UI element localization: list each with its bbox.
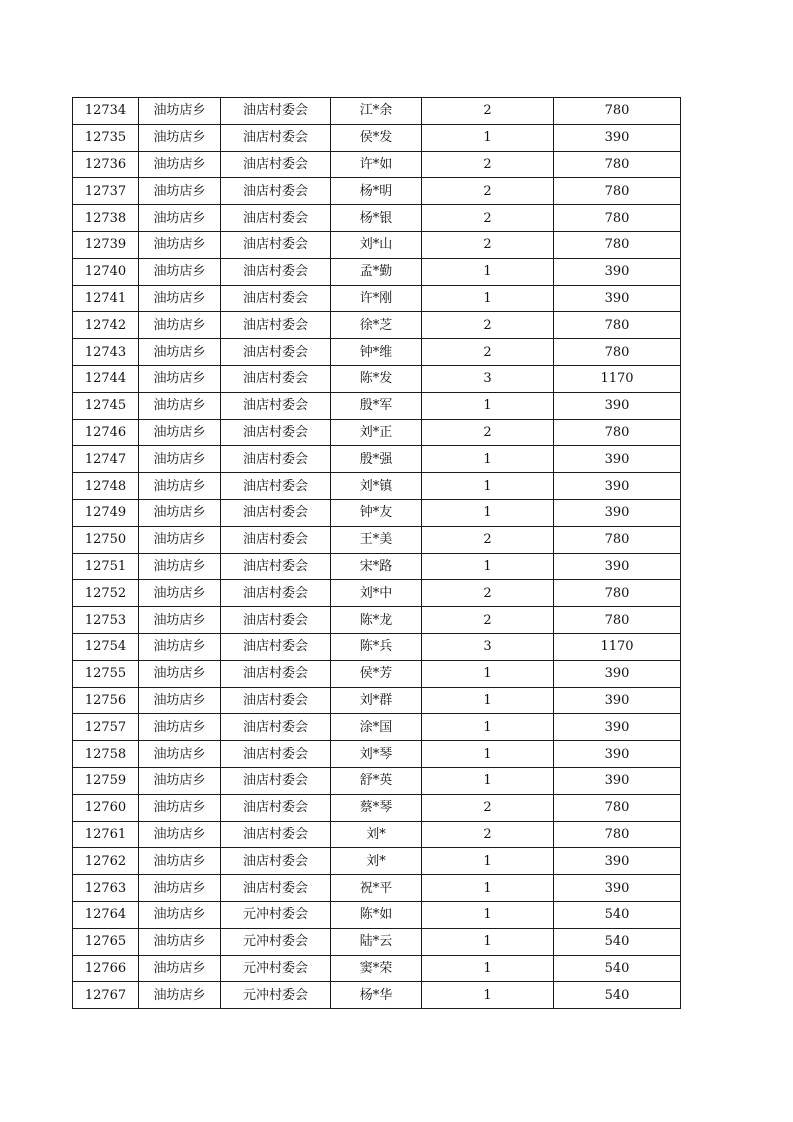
township-cell: 油坊店乡 (139, 392, 221, 419)
table-row (73, 821, 681, 848)
table-row (73, 687, 681, 714)
serial-number-cell: 12737 (73, 178, 139, 205)
amount-cell: 390 (554, 687, 681, 714)
name-cell: 刘*琴 (331, 741, 422, 768)
village-committee-cell: 油店村委会 (221, 151, 331, 178)
township-cell: 油坊店乡 (139, 499, 221, 526)
household-count-cell: 1 (422, 928, 554, 955)
village-committee-cell: 油店村委会 (221, 419, 331, 446)
table-row (73, 607, 681, 634)
beneficiary-table (72, 97, 681, 1009)
serial-number-cell: 12746 (73, 419, 139, 446)
serial-number-cell: 12758 (73, 741, 139, 768)
household-count-cell: 1 (422, 955, 554, 982)
township-cell: 油坊店乡 (139, 821, 221, 848)
village-committee-cell: 油店村委会 (221, 848, 331, 875)
name-cell: 陈*发 (331, 365, 422, 392)
table-row (73, 365, 681, 392)
village-committee-cell: 元冲村委会 (221, 955, 331, 982)
table-row (73, 446, 681, 473)
village-committee-cell: 油店村委会 (221, 124, 331, 151)
name-cell: 蔡*琴 (331, 794, 422, 821)
table-row (73, 714, 681, 741)
household-count-cell: 1 (422, 848, 554, 875)
amount-cell: 780 (554, 419, 681, 446)
name-cell: 侯*芳 (331, 660, 422, 687)
township-cell: 油坊店乡 (139, 339, 221, 366)
household-count-cell: 1 (422, 660, 554, 687)
name-cell: 杨*明 (331, 178, 422, 205)
serial-number-cell: 12741 (73, 285, 139, 312)
serial-number-cell: 12764 (73, 901, 139, 928)
table-row (73, 151, 681, 178)
household-count-cell: 1 (422, 258, 554, 285)
table-row (73, 982, 681, 1009)
table-row (73, 794, 681, 821)
amount-cell: 390 (554, 473, 681, 500)
township-cell: 油坊店乡 (139, 98, 221, 125)
household-count-cell: 2 (422, 526, 554, 553)
household-count-cell: 3 (422, 365, 554, 392)
household-count-cell: 1 (422, 285, 554, 312)
serial-number-cell: 12749 (73, 499, 139, 526)
amount-cell: 780 (554, 231, 681, 258)
serial-number-cell: 12734 (73, 98, 139, 125)
village-committee-cell: 油店村委会 (221, 473, 331, 500)
household-count-cell: 3 (422, 633, 554, 660)
township-cell: 油坊店乡 (139, 767, 221, 794)
township-cell: 油坊店乡 (139, 231, 221, 258)
table-row (73, 928, 681, 955)
amount-cell: 780 (554, 151, 681, 178)
village-committee-cell: 油店村委会 (221, 633, 331, 660)
amount-cell: 540 (554, 955, 681, 982)
serial-number-cell: 12747 (73, 446, 139, 473)
table-row (73, 178, 681, 205)
township-cell: 油坊店乡 (139, 660, 221, 687)
village-committee-cell: 元冲村委会 (221, 928, 331, 955)
household-count-cell: 1 (422, 446, 554, 473)
township-cell: 油坊店乡 (139, 178, 221, 205)
village-committee-cell: 油店村委会 (221, 446, 331, 473)
table-row (73, 848, 681, 875)
household-count-cell: 2 (422, 205, 554, 232)
table-row (73, 473, 681, 500)
table-row (73, 955, 681, 982)
table-row (73, 741, 681, 768)
table-row (73, 312, 681, 339)
township-cell: 油坊店乡 (139, 446, 221, 473)
amount-cell: 1170 (554, 633, 681, 660)
household-count-cell: 1 (422, 499, 554, 526)
household-count-cell: 1 (422, 741, 554, 768)
serial-number-cell: 12742 (73, 312, 139, 339)
amount-cell: 540 (554, 928, 681, 955)
village-committee-cell: 油店村委会 (221, 365, 331, 392)
table-row (73, 419, 681, 446)
village-committee-cell: 油店村委会 (221, 660, 331, 687)
serial-number-cell: 12751 (73, 553, 139, 580)
township-cell: 油坊店乡 (139, 151, 221, 178)
amount-cell: 780 (554, 312, 681, 339)
table-row (73, 875, 681, 902)
township-cell: 油坊店乡 (139, 419, 221, 446)
serial-number-cell: 12739 (73, 231, 139, 258)
village-committee-cell: 油店村委会 (221, 392, 331, 419)
household-count-cell: 2 (422, 419, 554, 446)
serial-number-cell: 12761 (73, 821, 139, 848)
village-committee-cell: 油店村委会 (221, 285, 331, 312)
amount-cell: 390 (554, 714, 681, 741)
amount-cell: 780 (554, 339, 681, 366)
serial-number-cell: 12759 (73, 767, 139, 794)
amount-cell: 780 (554, 794, 681, 821)
serial-number-cell: 12760 (73, 794, 139, 821)
amount-cell: 780 (554, 580, 681, 607)
name-cell: 刘*正 (331, 419, 422, 446)
village-committee-cell: 油店村委会 (221, 741, 331, 768)
township-cell: 油坊店乡 (139, 526, 221, 553)
name-cell: 殷*强 (331, 446, 422, 473)
serial-number-cell: 12752 (73, 580, 139, 607)
name-cell: 孟*勤 (331, 258, 422, 285)
amount-cell: 390 (554, 499, 681, 526)
village-committee-cell: 油店村委会 (221, 553, 331, 580)
village-committee-cell: 油店村委会 (221, 607, 331, 634)
name-cell: 许*如 (331, 151, 422, 178)
village-committee-cell: 油店村委会 (221, 98, 331, 125)
household-count-cell: 1 (422, 982, 554, 1009)
household-count-cell: 2 (422, 312, 554, 339)
amount-cell: 390 (554, 553, 681, 580)
name-cell: 陆*云 (331, 928, 422, 955)
village-committee-cell: 油店村委会 (221, 875, 331, 902)
amount-cell: 390 (554, 124, 681, 151)
amount-cell: 780 (554, 205, 681, 232)
village-committee-cell: 油店村委会 (221, 714, 331, 741)
serial-number-cell: 12755 (73, 660, 139, 687)
village-committee-cell: 元冲村委会 (221, 901, 331, 928)
name-cell: 杨*银 (331, 205, 422, 232)
amount-cell: 390 (554, 875, 681, 902)
table-row (73, 633, 681, 660)
serial-number-cell: 12735 (73, 124, 139, 151)
table-row (73, 499, 681, 526)
table-row (73, 231, 681, 258)
village-committee-cell: 油店村委会 (221, 767, 331, 794)
serial-number-cell: 12767 (73, 982, 139, 1009)
name-cell: 刘*群 (331, 687, 422, 714)
amount-cell: 390 (554, 741, 681, 768)
name-cell: 陈*兵 (331, 633, 422, 660)
township-cell: 油坊店乡 (139, 741, 221, 768)
township-cell: 油坊店乡 (139, 714, 221, 741)
amount-cell: 390 (554, 285, 681, 312)
village-committee-cell: 油店村委会 (221, 205, 331, 232)
table-row (73, 392, 681, 419)
township-cell: 油坊店乡 (139, 607, 221, 634)
amount-cell: 780 (554, 98, 681, 125)
amount-cell: 780 (554, 178, 681, 205)
serial-number-cell: 12763 (73, 875, 139, 902)
table-row (73, 98, 681, 125)
name-cell: 陈*龙 (331, 607, 422, 634)
household-count-cell: 2 (422, 821, 554, 848)
name-cell: 钟*维 (331, 339, 422, 366)
household-count-cell: 2 (422, 231, 554, 258)
name-cell: 刘*山 (331, 231, 422, 258)
serial-number-cell: 12748 (73, 473, 139, 500)
name-cell: 侯*发 (331, 124, 422, 151)
township-cell: 油坊店乡 (139, 687, 221, 714)
amount-cell: 780 (554, 526, 681, 553)
amount-cell: 390 (554, 660, 681, 687)
table-row (73, 767, 681, 794)
village-committee-cell: 油店村委会 (221, 258, 331, 285)
amount-cell: 540 (554, 901, 681, 928)
name-cell: 江*余 (331, 98, 422, 125)
name-cell: 杨*华 (331, 982, 422, 1009)
township-cell: 油坊店乡 (139, 365, 221, 392)
name-cell: 舒*英 (331, 767, 422, 794)
village-committee-cell: 元冲村委会 (221, 982, 331, 1009)
household-count-cell: 1 (422, 392, 554, 419)
township-cell: 油坊店乡 (139, 633, 221, 660)
township-cell: 油坊店乡 (139, 258, 221, 285)
township-cell: 油坊店乡 (139, 875, 221, 902)
name-cell: 钟*友 (331, 499, 422, 526)
serial-number-cell: 12744 (73, 365, 139, 392)
township-cell: 油坊店乡 (139, 928, 221, 955)
amount-cell: 390 (554, 446, 681, 473)
name-cell: 徐*芝 (331, 312, 422, 339)
table-row (73, 339, 681, 366)
township-cell: 油坊店乡 (139, 982, 221, 1009)
amount-cell: 1170 (554, 365, 681, 392)
serial-number-cell: 12736 (73, 151, 139, 178)
name-cell: 陈*如 (331, 901, 422, 928)
village-committee-cell: 油店村委会 (221, 794, 331, 821)
table-row (73, 124, 681, 151)
amount-cell: 780 (554, 821, 681, 848)
village-committee-cell: 油店村委会 (221, 580, 331, 607)
serial-number-cell: 12754 (73, 633, 139, 660)
village-committee-cell: 油店村委会 (221, 687, 331, 714)
serial-number-cell: 12757 (73, 714, 139, 741)
township-cell: 油坊店乡 (139, 848, 221, 875)
household-count-cell: 2 (422, 178, 554, 205)
name-cell: 王*美 (331, 526, 422, 553)
household-count-cell: 2 (422, 794, 554, 821)
name-cell: 刘*镇 (331, 473, 422, 500)
serial-number-cell: 12738 (73, 205, 139, 232)
name-cell: 刘*中 (331, 580, 422, 607)
township-cell: 油坊店乡 (139, 955, 221, 982)
serial-number-cell: 12765 (73, 928, 139, 955)
table-row (73, 205, 681, 232)
table-row (73, 660, 681, 687)
village-committee-cell: 油店村委会 (221, 339, 331, 366)
serial-number-cell: 12740 (73, 258, 139, 285)
table-row (73, 901, 681, 928)
household-count-cell: 2 (422, 339, 554, 366)
village-committee-cell: 油店村委会 (221, 499, 331, 526)
serial-number-cell: 12756 (73, 687, 139, 714)
table-row (73, 526, 681, 553)
household-count-cell: 1 (422, 124, 554, 151)
household-count-cell: 1 (422, 767, 554, 794)
serial-number-cell: 12745 (73, 392, 139, 419)
serial-number-cell: 12762 (73, 848, 139, 875)
township-cell: 油坊店乡 (139, 473, 221, 500)
household-count-cell: 1 (422, 553, 554, 580)
amount-cell: 780 (554, 607, 681, 634)
township-cell: 油坊店乡 (139, 580, 221, 607)
table-row (73, 580, 681, 607)
serial-number-cell: 12743 (73, 339, 139, 366)
household-count-cell: 1 (422, 875, 554, 902)
household-count-cell: 1 (422, 473, 554, 500)
township-cell: 油坊店乡 (139, 285, 221, 312)
name-cell: 刘* (331, 821, 422, 848)
table-body (73, 98, 681, 1009)
township-cell: 油坊店乡 (139, 794, 221, 821)
name-cell: 殷*军 (331, 392, 422, 419)
amount-cell: 390 (554, 767, 681, 794)
table-row (73, 258, 681, 285)
township-cell: 油坊店乡 (139, 901, 221, 928)
township-cell: 油坊店乡 (139, 124, 221, 151)
village-committee-cell: 油店村委会 (221, 231, 331, 258)
table-row (73, 553, 681, 580)
township-cell: 油坊店乡 (139, 205, 221, 232)
household-count-cell: 2 (422, 580, 554, 607)
household-count-cell: 1 (422, 714, 554, 741)
name-cell: 涂*国 (331, 714, 422, 741)
name-cell: 刘* (331, 848, 422, 875)
village-committee-cell: 油店村委会 (221, 821, 331, 848)
name-cell: 祝*平 (331, 875, 422, 902)
amount-cell: 390 (554, 258, 681, 285)
amount-cell: 390 (554, 392, 681, 419)
township-cell: 油坊店乡 (139, 312, 221, 339)
name-cell: 窦*荣 (331, 955, 422, 982)
table-row (73, 285, 681, 312)
township-cell: 油坊店乡 (139, 553, 221, 580)
household-count-cell: 2 (422, 607, 554, 634)
name-cell: 宋*路 (331, 553, 422, 580)
household-count-cell: 1 (422, 901, 554, 928)
amount-cell: 540 (554, 982, 681, 1009)
household-count-cell: 1 (422, 687, 554, 714)
serial-number-cell: 12753 (73, 607, 139, 634)
amount-cell: 390 (554, 848, 681, 875)
household-count-cell: 2 (422, 98, 554, 125)
serial-number-cell: 12766 (73, 955, 139, 982)
serial-number-cell: 12750 (73, 526, 139, 553)
village-committee-cell: 油店村委会 (221, 312, 331, 339)
household-count-cell: 2 (422, 151, 554, 178)
village-committee-cell: 油店村委会 (221, 178, 331, 205)
name-cell: 许*刚 (331, 285, 422, 312)
village-committee-cell: 油店村委会 (221, 526, 331, 553)
